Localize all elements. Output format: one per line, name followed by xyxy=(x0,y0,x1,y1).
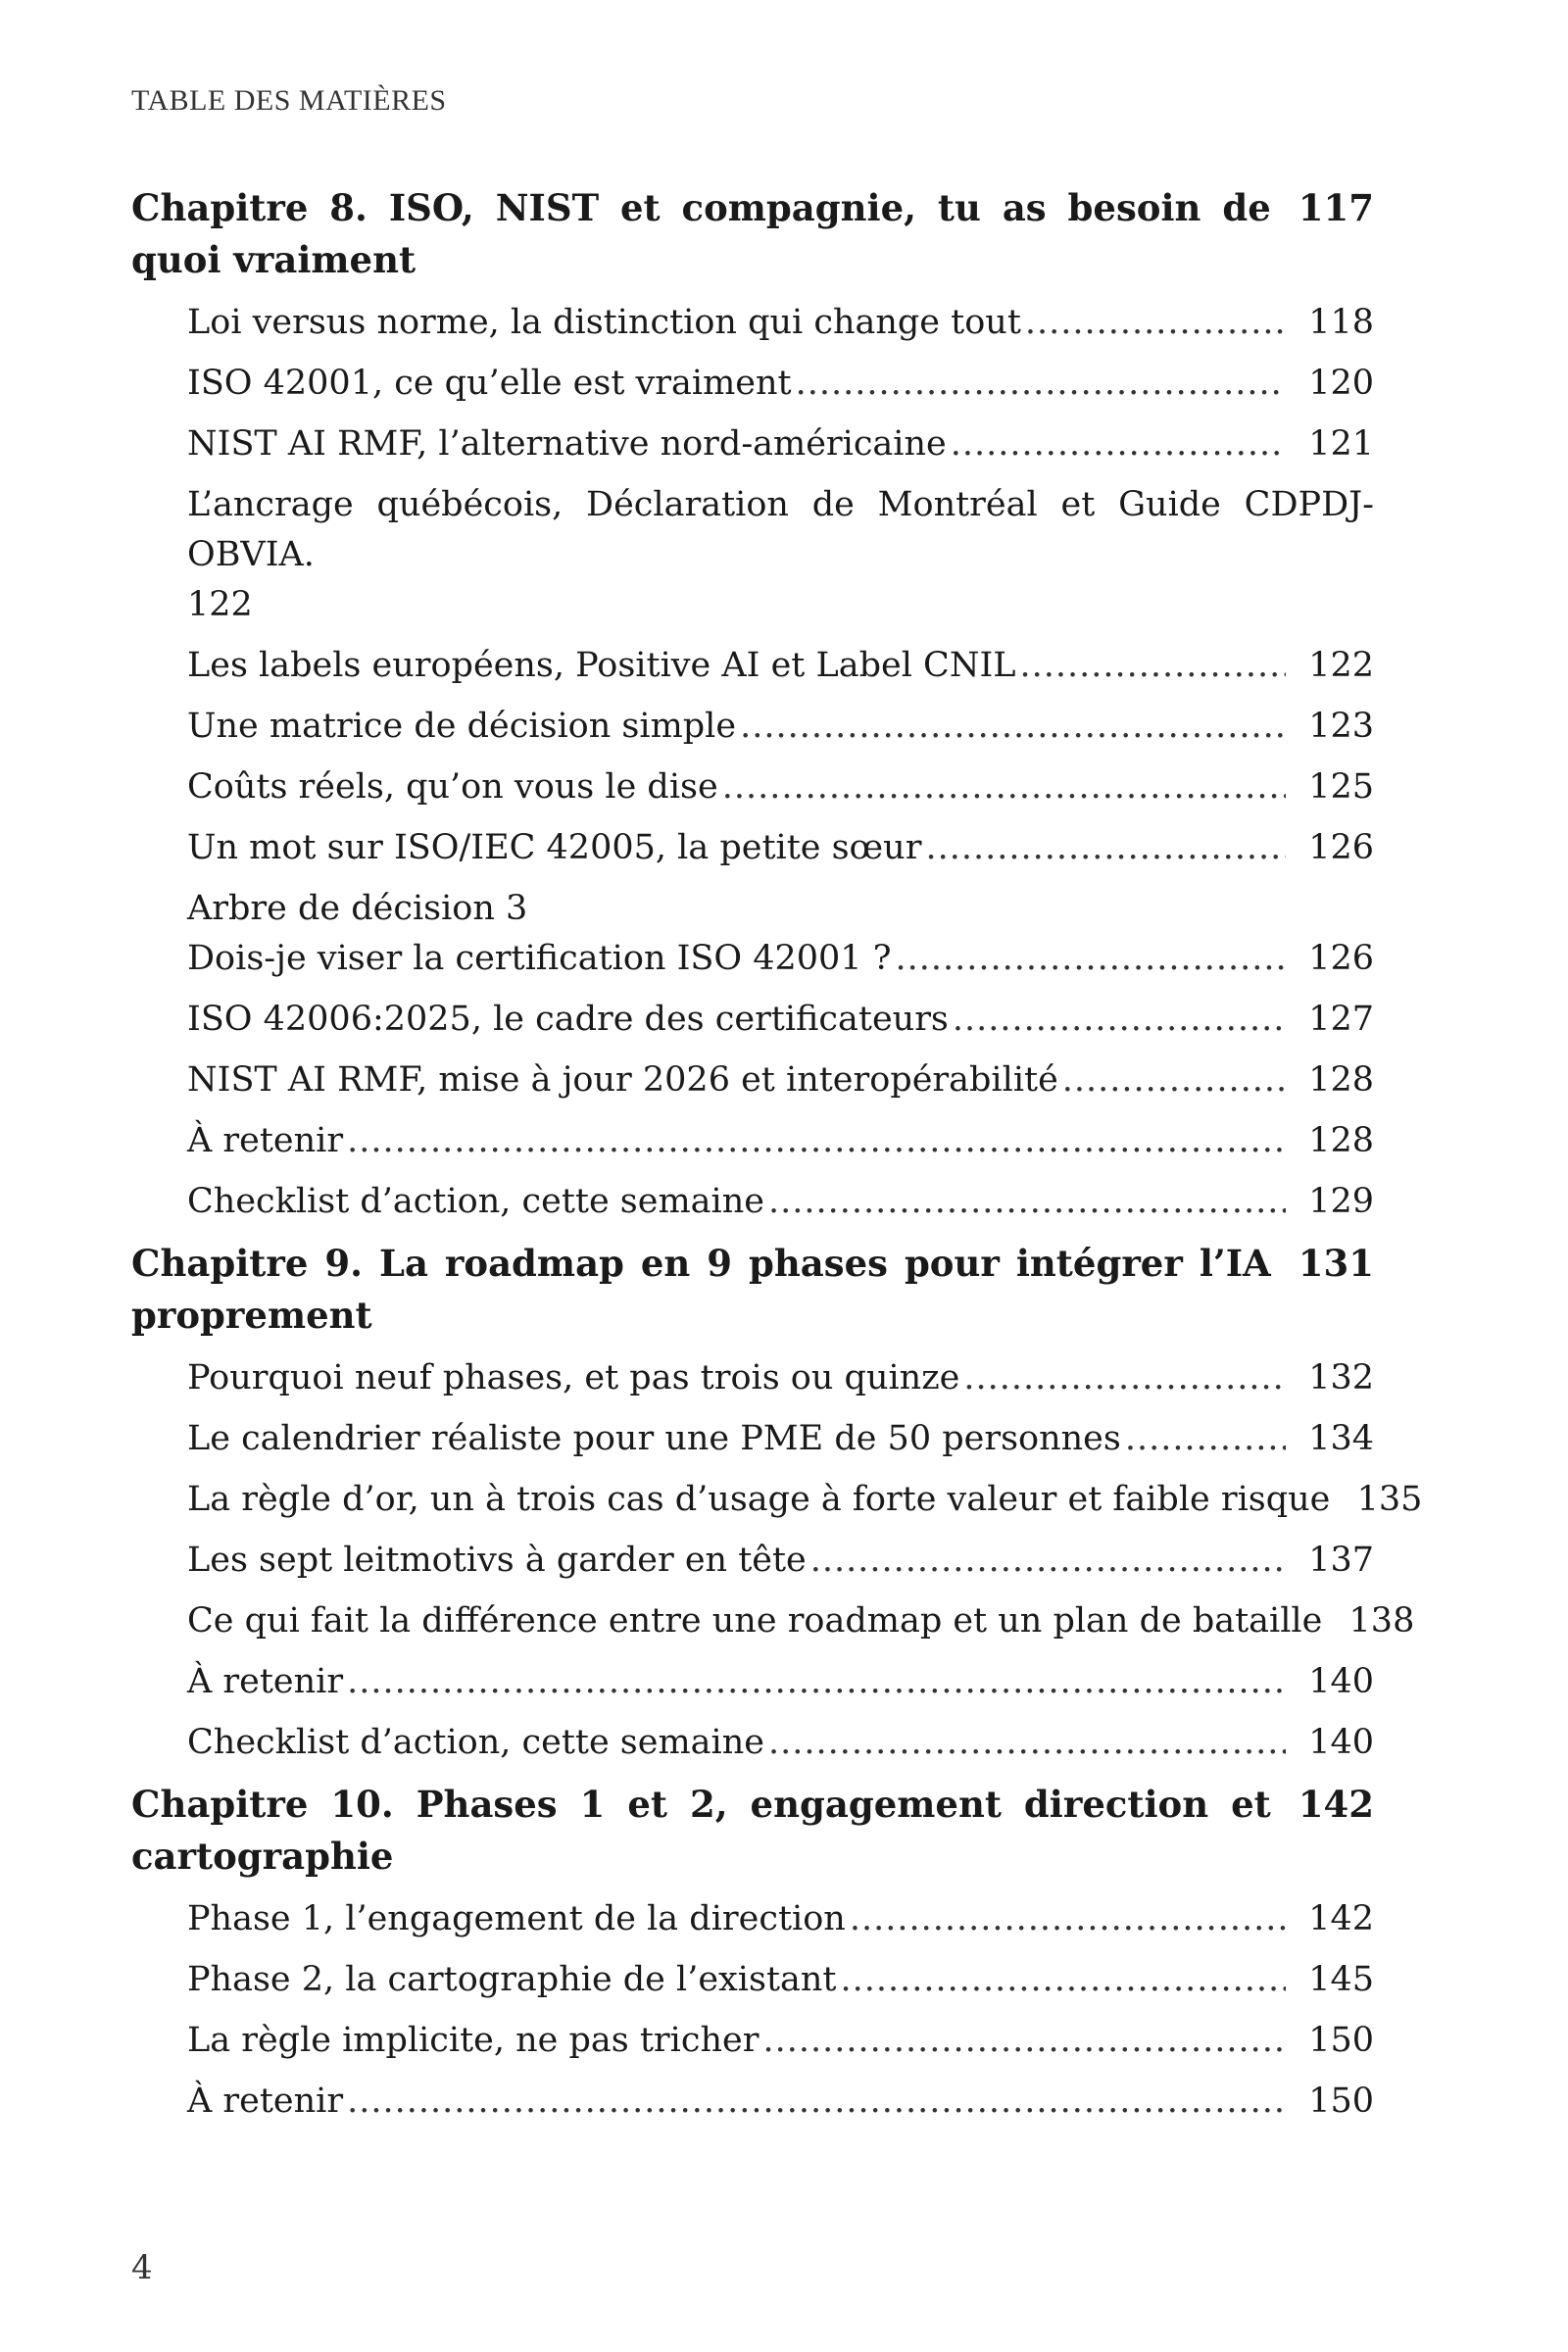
entry-title: À retenir xyxy=(187,2082,344,2121)
toc-entry[interactable] xyxy=(187,1718,1374,1768)
entry-page-number: 142 xyxy=(1308,1899,1374,1938)
toc-entry[interactable] xyxy=(187,298,1374,348)
entry-page-number: 150 xyxy=(1308,2082,1374,2121)
entry-title: Loi versus norme, la distinction qui change tout xyxy=(187,303,1021,342)
chapter-title: Chapitre 8. ISO, NIST et compagnie, tu as besoin de quoi vraiment xyxy=(131,186,1271,281)
entry-page-number: 129 xyxy=(1308,1182,1374,1221)
dot-leader xyxy=(768,1718,1286,1768)
entry-title: Phase 2, la cartographie de l’existant xyxy=(187,1960,837,1999)
entry-title: Une matrice de décision simple xyxy=(187,707,737,746)
dot-leader xyxy=(796,359,1286,409)
toc-entry[interactable] xyxy=(187,1536,1374,1586)
dot-leader xyxy=(1062,1055,1286,1105)
chapter-title: Chapitre 10. Phases 1 et 2, engagement direction et cartographie xyxy=(131,1783,1271,1878)
entry-title: Coûts réels, qu’on vous le dise xyxy=(187,767,718,807)
chapter-heading[interactable] xyxy=(131,1779,1374,1883)
dot-leader xyxy=(925,823,1286,873)
entry-title: Dois-je viser la certification ISO 42001 ? xyxy=(187,939,892,978)
dot-leader xyxy=(347,1657,1286,1707)
entry-title: Ce qui fait la différence entre une roadmap et un plan de bataille xyxy=(187,1601,1323,1641)
entry-page-number: 140 xyxy=(1308,1723,1374,1762)
dot-leader xyxy=(850,1894,1286,1944)
toc-entry[interactable] xyxy=(187,641,1374,691)
entry-page-number: 128 xyxy=(1308,1060,1374,1100)
table-of-contents xyxy=(131,182,1423,2137)
toc-entry[interactable] xyxy=(187,1116,1374,1166)
entry-title: À retenir xyxy=(187,1662,344,1701)
entry-page-number: 145 xyxy=(1308,1960,1374,1999)
toc-entry[interactable] xyxy=(187,823,1374,873)
toc-entry[interactable] xyxy=(187,480,1374,630)
dot-leader xyxy=(895,934,1286,984)
entry-title: Les sept leitmotivs à garder en tête xyxy=(187,1541,807,1580)
entry-page-number: 122 xyxy=(187,585,253,624)
toc-entry[interactable] xyxy=(187,995,1374,1045)
toc-entry[interactable] xyxy=(187,1955,1374,2005)
entry-title: ISO 42001, ce qu’elle est vraiment xyxy=(187,364,792,403)
toc-entry[interactable] xyxy=(187,1657,1374,1707)
chapter-page-number: 142 xyxy=(1298,1783,1374,1826)
entry-title: Le calendrier réaliste pour une PME de 50 personnes xyxy=(187,1419,1121,1458)
dot-leader xyxy=(951,419,1286,469)
entry-title: Checklist d’action, cette semaine xyxy=(187,1182,764,1221)
dot-leader xyxy=(740,702,1286,752)
entry-title: NIST AI RMF, l’alternative nord-américaine xyxy=(187,424,947,464)
entry-page-number: 127 xyxy=(1308,1000,1374,1039)
entry-page-number: 134 xyxy=(1308,1419,1374,1458)
toc-entry[interactable] xyxy=(187,1055,1374,1105)
entry-page-number: 125 xyxy=(1308,767,1374,807)
entry-title: ISO 42006:2025, le cadre des certificateurs xyxy=(187,1000,949,1039)
entry-title: Un mot sur ISO/IEC 42005, la petite sœur xyxy=(187,828,922,867)
entry-title: Les labels européens, Positive AI et Label CNIL xyxy=(187,646,1016,685)
toc-entry[interactable] xyxy=(187,359,1374,409)
entry-title: À retenir xyxy=(187,1121,344,1160)
entry-page-number: 137 xyxy=(1308,1541,1374,1580)
chapter-title: Chapitre 9. La roadmap en 9 phases pour intégrer l’IA proprement xyxy=(131,1242,1271,1337)
toc-entry[interactable] xyxy=(187,1177,1374,1227)
toc-entry[interactable] xyxy=(187,2016,1374,2066)
entry-page-number: 123 xyxy=(1308,707,1374,746)
dot-leader xyxy=(347,2077,1286,2127)
dot-leader xyxy=(1125,1414,1286,1464)
entry-page-number: 121 xyxy=(1308,424,1374,464)
toc-entry[interactable] xyxy=(187,1596,1415,1646)
chapter-page-number: 131 xyxy=(1298,1242,1374,1285)
dot-leader xyxy=(347,1116,1286,1166)
entry-title: L’ancrage québécois, Déclaration de Montréal et Guide CDPDJ-OBVIA. xyxy=(187,485,1374,574)
dot-leader xyxy=(1020,641,1286,691)
dot-leader xyxy=(768,1177,1286,1227)
dot-leader xyxy=(841,1955,1287,2005)
chapter-page-number: 117 xyxy=(1298,186,1374,229)
toc-entry[interactable] xyxy=(187,762,1374,812)
chapter-heading[interactable] xyxy=(131,1238,1374,1342)
entry-page-number: 122 xyxy=(1308,646,1374,685)
toc-entry[interactable] xyxy=(187,1894,1374,1944)
entry-page-number: 120 xyxy=(1308,364,1374,403)
entry-title: NIST AI RMF, mise à jour 2026 et interopérabilité xyxy=(187,1060,1058,1100)
page-number: 4 xyxy=(131,2248,153,2287)
entry-page-number: 135 xyxy=(1356,1480,1423,1519)
toc-entry[interactable] xyxy=(187,2077,1374,2127)
running-header: TABLE DES MATIÈRES xyxy=(131,84,447,117)
toc-entry[interactable] xyxy=(187,702,1374,752)
chapter-heading[interactable] xyxy=(131,182,1374,286)
entry-title: La règle implicite, ne pas tricher xyxy=(187,2021,760,2060)
dot-leader xyxy=(963,1353,1286,1403)
dot-leader xyxy=(810,1536,1286,1586)
entry-title: La règle d’or, un à trois cas d’usage à forte valeur et faible risque xyxy=(187,1480,1331,1519)
entry-page-number: 140 xyxy=(1308,1662,1374,1701)
toc-entry[interactable] xyxy=(187,1475,1423,1525)
entry-page-number: 128 xyxy=(1308,1121,1374,1160)
toc-entry[interactable] xyxy=(187,1353,1374,1403)
dot-leader xyxy=(1025,298,1286,348)
entry-page-number: 126 xyxy=(1308,828,1374,867)
toc-entry[interactable] xyxy=(187,884,1374,984)
entry-title-line1: Arbre de décision 3 xyxy=(187,889,528,928)
entry-page-number: 132 xyxy=(1308,1358,1374,1397)
toc-entry[interactable] xyxy=(187,1414,1374,1464)
entry-page-number: 138 xyxy=(1348,1601,1415,1641)
entry-page-number: 118 xyxy=(1308,303,1374,342)
entry-page-number: 126 xyxy=(1308,939,1374,978)
entry-title: Phase 1, l’engagement de la direction xyxy=(187,1899,846,1938)
entry-page-number: 150 xyxy=(1308,2021,1374,2060)
entry-title: Pourquoi neuf phases, et pas trois ou quinze xyxy=(187,1358,960,1397)
dot-leader xyxy=(762,2016,1286,2066)
toc-entry[interactable] xyxy=(187,419,1374,469)
dot-leader xyxy=(953,995,1286,1045)
entry-title: Checklist d’action, cette semaine xyxy=(187,1723,764,1762)
dot-leader xyxy=(722,762,1286,812)
